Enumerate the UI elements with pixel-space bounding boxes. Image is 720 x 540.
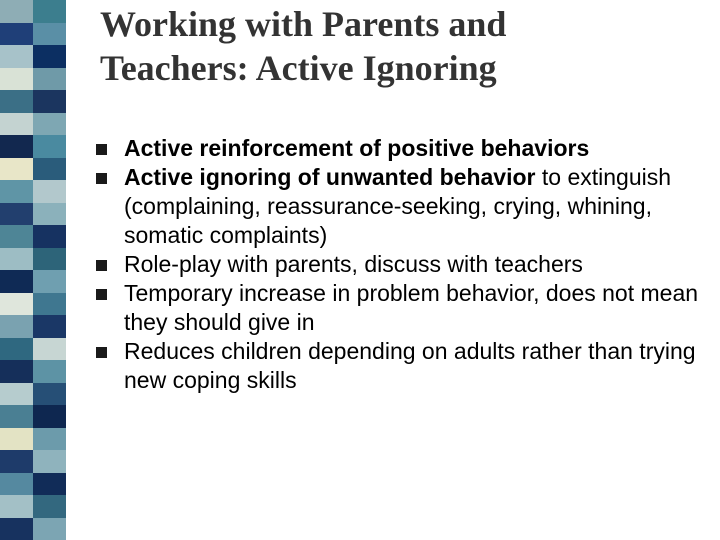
stripe-cell <box>33 518 66 540</box>
stripe-row <box>0 68 66 91</box>
stripe-cell <box>33 0 66 23</box>
slide-title-line-2: Teachers: Active Ignoring <box>100 48 497 88</box>
stripe-cell <box>0 473 33 496</box>
stripe-row <box>0 315 66 338</box>
bullet-3-text: Role-play with parents, discuss with teachers <box>124 251 583 277</box>
stripe-row <box>0 203 66 226</box>
stripe-cell <box>33 158 66 181</box>
stripe-cell <box>0 135 33 158</box>
stripe-cell <box>33 90 66 113</box>
stripe-cell <box>33 23 66 46</box>
stripe-cell <box>0 113 33 136</box>
stripe-row <box>0 473 66 496</box>
stripe-cell <box>0 0 33 23</box>
bullet-list <box>96 134 706 395</box>
square-bullet-icon <box>96 144 107 155</box>
bullet-2-bold-text: Active ignoring of unwanted behavior <box>124 164 536 190</box>
stripe-cell <box>33 180 66 203</box>
stripe-cell <box>33 405 66 428</box>
slide-title <box>100 2 700 90</box>
stripe-cell <box>0 45 33 68</box>
stripe-cell <box>33 203 66 226</box>
stripe-cell <box>33 225 66 248</box>
stripe-cell <box>33 383 66 406</box>
stripe-cell <box>33 113 66 136</box>
stripe-row <box>0 428 66 451</box>
stripe-row <box>0 0 66 23</box>
stripe-cell <box>0 428 33 451</box>
stripe-cell <box>33 270 66 293</box>
stripe-row <box>0 450 66 473</box>
stripe-cell <box>33 338 66 361</box>
stripe-cell <box>0 360 33 383</box>
stripe-cell <box>0 23 33 46</box>
stripe-cell <box>0 180 33 203</box>
stripe-cell <box>0 518 33 540</box>
stripe-cell <box>0 68 33 91</box>
bullet-4-text: Temporary increase in problem behavior, does not mean they should give in <box>124 280 699 335</box>
bullet-item-5 <box>96 337 706 395</box>
stripe-row <box>0 113 66 136</box>
stripe-cell <box>0 293 33 316</box>
stripe-row <box>0 293 66 316</box>
stripe-cell <box>0 158 33 181</box>
stripe-row <box>0 90 66 113</box>
stripe-cell <box>33 248 66 271</box>
stripe-cell <box>0 405 33 428</box>
bullet-item-4 <box>96 279 706 337</box>
bullet-item-1 <box>96 134 706 163</box>
stripe-row <box>0 495 66 518</box>
stripe-cell <box>33 68 66 91</box>
stripe-cell <box>33 473 66 496</box>
stripe-cell <box>0 315 33 338</box>
stripe-cell <box>0 450 33 473</box>
bullet-1-bold-text: Active reinforcement of positive behaviors <box>124 135 590 161</box>
stripe-row <box>0 338 66 361</box>
stripe-row <box>0 225 66 248</box>
stripe-row <box>0 158 66 181</box>
stripe-cell <box>0 248 33 271</box>
stripe-row <box>0 518 66 540</box>
bullet-item-2 <box>96 163 706 250</box>
stripe-row <box>0 270 66 293</box>
stripe-cell <box>33 293 66 316</box>
stripe-cell <box>0 225 33 248</box>
square-bullet-icon <box>96 289 107 300</box>
stripe-row <box>0 405 66 428</box>
stripe-row <box>0 45 66 68</box>
stripe-cell <box>33 135 66 158</box>
stripe-cell <box>0 338 33 361</box>
decorative-stripe-bar <box>0 0 66 540</box>
square-bullet-icon <box>96 260 107 271</box>
stripe-cell <box>0 203 33 226</box>
stripe-row <box>0 360 66 383</box>
stripe-cell <box>33 360 66 383</box>
stripe-cell <box>33 428 66 451</box>
stripe-cell <box>0 495 33 518</box>
stripe-cell <box>0 383 33 406</box>
stripe-cell <box>33 450 66 473</box>
stripe-row <box>0 383 66 406</box>
stripe-row <box>0 23 66 46</box>
square-bullet-icon <box>96 347 107 358</box>
stripe-cell <box>0 270 33 293</box>
stripe-row <box>0 248 66 271</box>
bullet-item-3 <box>96 250 706 279</box>
bullet-5-text: Reduces children depending on adults rather than trying new coping skills <box>124 338 696 393</box>
stripe-cell <box>33 45 66 68</box>
square-bullet-icon <box>96 173 107 184</box>
bullet-2-text: to extinguish (complaining, reassurance-seeking, crying, whining, somatic complaints) <box>124 164 672 248</box>
stripe-cell <box>33 495 66 518</box>
slide-title-line-1: Working with Parents and <box>100 4 507 44</box>
stripe-row <box>0 180 66 203</box>
stripe-row <box>0 135 66 158</box>
stripe-cell <box>0 90 33 113</box>
stripe-cell <box>33 315 66 338</box>
